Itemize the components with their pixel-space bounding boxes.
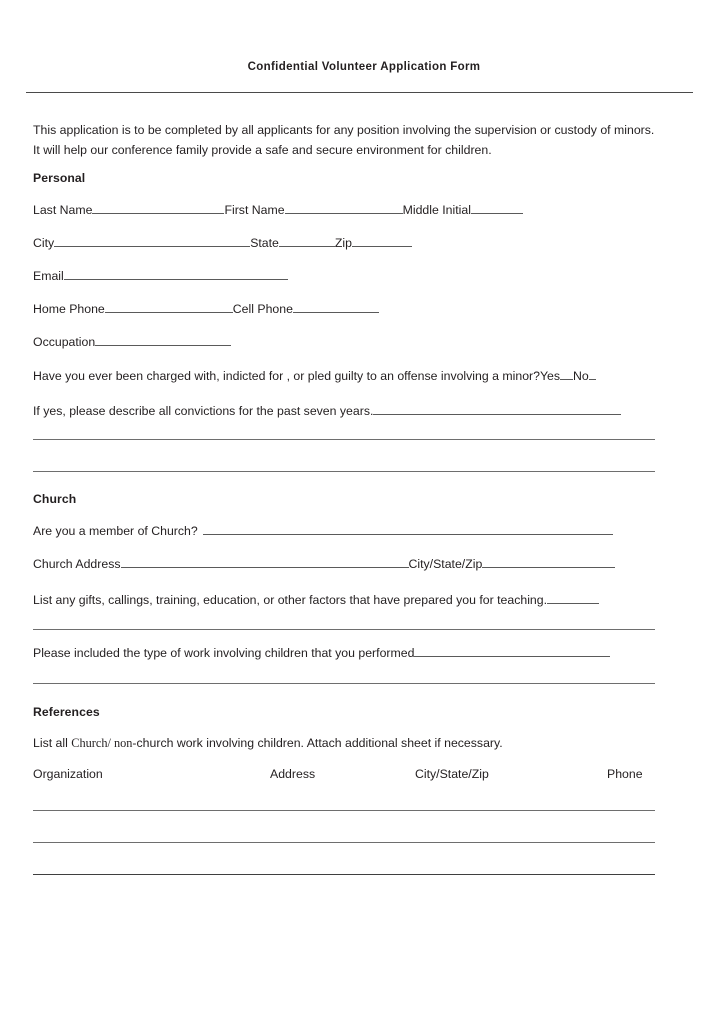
column-header-city-state-zip: City/State/Zip	[415, 767, 489, 781]
references-instruction-prefix: List all	[33, 736, 72, 750]
label-gifts-question: List any gifts, callings, training, education, or other factors that have prepared you for teaching.	[33, 593, 548, 607]
input-first-name[interactable]	[285, 202, 403, 214]
table-row[interactable]	[33, 842, 655, 843]
intro-paragraph: This application is to be completed by all applicants for any position involving the supervision or custody of minors. It will help our conference family provide a safe and secure environment for children.	[33, 123, 655, 157]
label-conviction-question: Have you ever been charged with, indicted for , or pled guilty to an offense involving a minor?Yes	[33, 369, 561, 383]
input-conviction-followup[interactable]	[373, 403, 621, 415]
field-row-conviction-question	[33, 368, 655, 384]
label-home-phone: Home Phone	[33, 302, 105, 316]
label-conviction-no: No	[573, 369, 589, 383]
blank-line-work[interactable]	[33, 683, 655, 684]
field-row-city-state-zip	[33, 235, 655, 251]
field-row-phones	[33, 301, 655, 317]
label-zip: Zip	[334, 236, 352, 250]
field-row-church-member	[33, 523, 655, 539]
field-row-church-address	[33, 556, 655, 572]
input-cell-phone[interactable]	[293, 301, 379, 313]
label-church-city-state-zip: City/State/Zip	[408, 557, 483, 571]
input-occupation[interactable]	[95, 334, 231, 346]
input-conviction-yes[interactable]	[560, 368, 573, 380]
page-title: Confidential Volunteer Application Form	[247, 61, 481, 73]
blank-line-convictions-2[interactable]	[33, 471, 655, 472]
label-state: State	[250, 236, 279, 250]
field-row-email	[33, 268, 655, 284]
input-email[interactable]	[64, 268, 288, 280]
header-divider	[26, 92, 693, 93]
label-church-address: Church Address	[33, 557, 121, 571]
label-first-name: First Name	[224, 203, 285, 217]
blank-line-convictions-1[interactable]	[33, 439, 655, 440]
field-row-name	[33, 202, 655, 218]
form-body	[33, 120, 655, 875]
input-conviction-no[interactable]	[589, 368, 596, 380]
label-work-question: Please included the type of work involving children that you performed	[33, 646, 415, 660]
table-row[interactable]	[33, 874, 655, 875]
input-church-city-state-zip[interactable]	[482, 556, 615, 568]
field-row-occupation	[33, 334, 655, 350]
field-row-conviction-followup	[33, 403, 655, 419]
label-last-name: Last Name	[33, 203, 93, 217]
input-home-phone[interactable]	[105, 301, 233, 313]
table-row[interactable]	[33, 810, 655, 811]
label-cell-phone: Cell Phone	[232, 302, 293, 316]
references-instruction-suffix: -church work involving children. Attach additional sheet if necessary.	[132, 736, 503, 750]
column-header-organization: Organization	[33, 767, 103, 781]
input-zip[interactable]	[352, 235, 412, 247]
references-instruction-mid: Church/ non	[71, 736, 133, 750]
references-column-headers	[33, 767, 655, 783]
column-header-address: Address	[270, 767, 316, 781]
field-row-work-performed	[33, 645, 655, 661]
column-header-phone: Phone	[607, 767, 643, 781]
section-heading-references: References	[33, 705, 100, 719]
input-gifts[interactable]	[547, 592, 599, 604]
field-row-gifts	[33, 592, 655, 608]
label-church-member-question: Are you a member of Church?	[33, 524, 198, 538]
label-middle-initial: Middle Initial	[402, 203, 471, 217]
input-last-name[interactable]	[92, 202, 224, 214]
input-state[interactable]	[279, 235, 335, 247]
input-work-performed[interactable]	[414, 645, 610, 657]
label-occupation: Occupation	[33, 335, 96, 349]
input-middle-initial[interactable]	[471, 202, 523, 214]
section-heading-church: Church	[33, 492, 77, 506]
label-conviction-followup: If yes, please describe all convictions for the past seven years.	[33, 404, 374, 418]
input-city[interactable]	[54, 235, 250, 247]
section-heading-personal: Personal	[33, 171, 86, 185]
references-instruction	[33, 736, 655, 751]
blank-line-gifts[interactable]	[33, 629, 655, 630]
label-city: City	[33, 236, 55, 250]
label-email: Email	[33, 269, 64, 283]
input-church-address[interactable]	[121, 556, 409, 568]
input-church-member[interactable]	[203, 523, 613, 535]
